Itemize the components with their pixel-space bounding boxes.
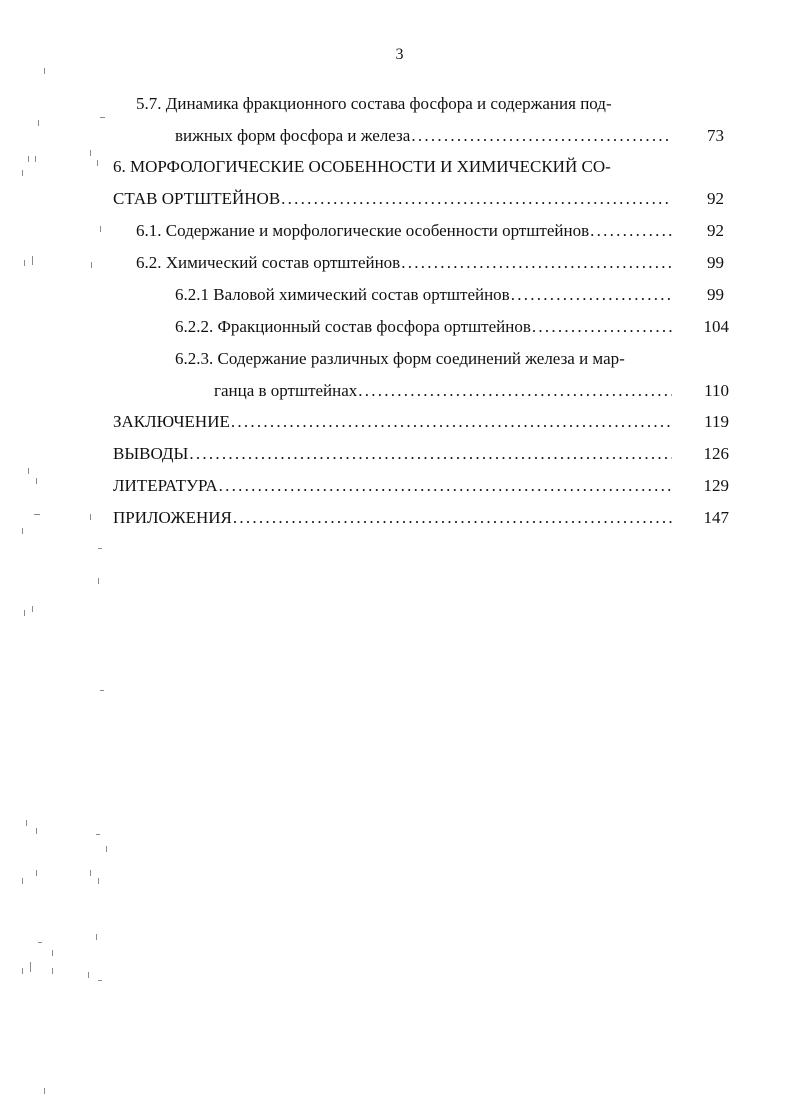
scan-speck [38,120,39,126]
toc-entry-text: вижных форм фосфора и железа [175,126,411,145]
scan-speck [30,962,31,972]
toc-page-ref: 92 [707,189,724,208]
scan-speck [96,934,97,940]
toc-page-ref: 104 [703,317,729,336]
toc-entry-6-2-1[interactable] [0,283,799,307]
scan-speck [22,968,23,974]
leader-dots [358,379,672,403]
scan-speck [44,68,45,74]
scan-speck [38,942,42,943]
toc-page-ref: 99 [707,253,724,272]
scan-speck [98,548,102,549]
toc-entry-text: СТАВ ОРТШТЕЙНОВ [113,189,281,208]
scan-speck [90,514,91,520]
scan-speck [91,262,92,268]
toc-entry-text: ПРИЛОЖЕНИЯ [113,508,232,527]
leader-dots [401,251,672,275]
toc-entry-text: 6.2.1 Валовой химический состав ортштейнов [175,285,510,304]
toc-entry-text: 6.1. Содержание и морфологические особенности ортштейнов [136,221,590,240]
scan-speck [52,968,53,974]
leader-dots [281,187,672,211]
scan-speck [22,170,23,176]
scan-speck [32,606,33,612]
scan-speck [100,117,105,118]
scan-speck [100,226,101,232]
toc-page-ref: 126 [703,444,729,463]
toc-page-ref: 99 [707,285,724,304]
toc-entry-6-line-1 [0,155,799,179]
scan-speck [34,514,40,515]
toc-entry-text: ЛИТЕРАТУРА [113,476,218,495]
scan-speck [22,528,23,534]
scan-speck [90,870,91,876]
toc-entry-6-2-3-line-2[interactable] [0,379,799,403]
scan-speck [100,690,104,691]
scan-speck [97,160,98,166]
scan-speck [36,478,37,484]
scan-speck [24,260,25,266]
scan-speck [32,256,33,265]
scan-speck [26,820,27,826]
leader-dots [219,474,672,498]
scan-speck [44,1088,45,1094]
scan-speck [28,156,29,162]
scan-speck [98,578,99,584]
scan-speck [52,950,53,956]
leader-dots [411,124,672,148]
scan-speck [36,870,37,876]
scan-speck [36,828,37,834]
toc-entry-5-7-line-2[interactable] [0,124,799,148]
toc-entry-text: 6.2.3. Содержание различных форм соединений железа и мар- [175,349,625,368]
toc-entry-6-line-2[interactable] [0,187,799,211]
toc-entry-text: 6.2. Химический состав ортштейнов [136,253,401,272]
leader-dots [511,283,672,307]
scan-speck [88,972,89,978]
toc-entry-text: 6. МОРФОЛОГИЧЕСКИЕ ОСОБЕННОСТИ И ХИМИЧЕСКИЙ СО- [113,157,611,176]
toc-entry-6-2[interactable] [0,251,799,275]
page-number: 3 [395,46,404,63]
scan-speck [90,150,91,156]
scan-speck [35,156,36,162]
toc-page-ref: 92 [707,221,724,240]
scan-speck [98,878,99,884]
toc-entry-findings[interactable] [0,442,799,466]
toc-entry-5-7-line-1 [0,92,799,116]
toc-page-ref: 110 [704,381,729,400]
toc-entry-text: 6.2.2. Фракционный состав фосфора ортштейнов [175,317,531,336]
toc-entry-6-2-2[interactable] [0,315,799,339]
leader-dots [532,315,672,339]
scan-speck [96,834,100,835]
scan-speck [24,610,25,616]
toc-page-ref: 147 [703,508,729,527]
toc-entry-text: 5.7. Динамика фракционного состава фосфора и содержания под- [136,94,612,113]
scan-speck [28,468,29,474]
toc-page-ref: 73 [707,126,724,145]
toc-entry-6-1[interactable] [0,219,799,243]
toc-entry-text: ЗАКЛЮЧЕНИЕ [113,412,230,431]
toc-entry-literature[interactable] [0,474,799,498]
scan-speck [106,846,107,852]
leader-dots [231,410,672,434]
toc-page-ref: 129 [703,476,729,495]
leader-dots [590,219,672,243]
toc-entry-text: ВЫВОДЫ [113,444,189,463]
leader-dots [189,442,672,466]
scan-speck [22,878,23,884]
toc-entry-text: ганца в ортштейнах [214,381,358,400]
scan-speck [98,980,102,981]
toc-page-ref: 119 [704,412,729,431]
toc-entry-6-2-3-line-1 [0,347,799,371]
toc-entry-conclusion[interactable] [0,410,799,434]
toc-entry-appendices[interactable] [0,506,799,530]
leader-dots [233,506,672,530]
